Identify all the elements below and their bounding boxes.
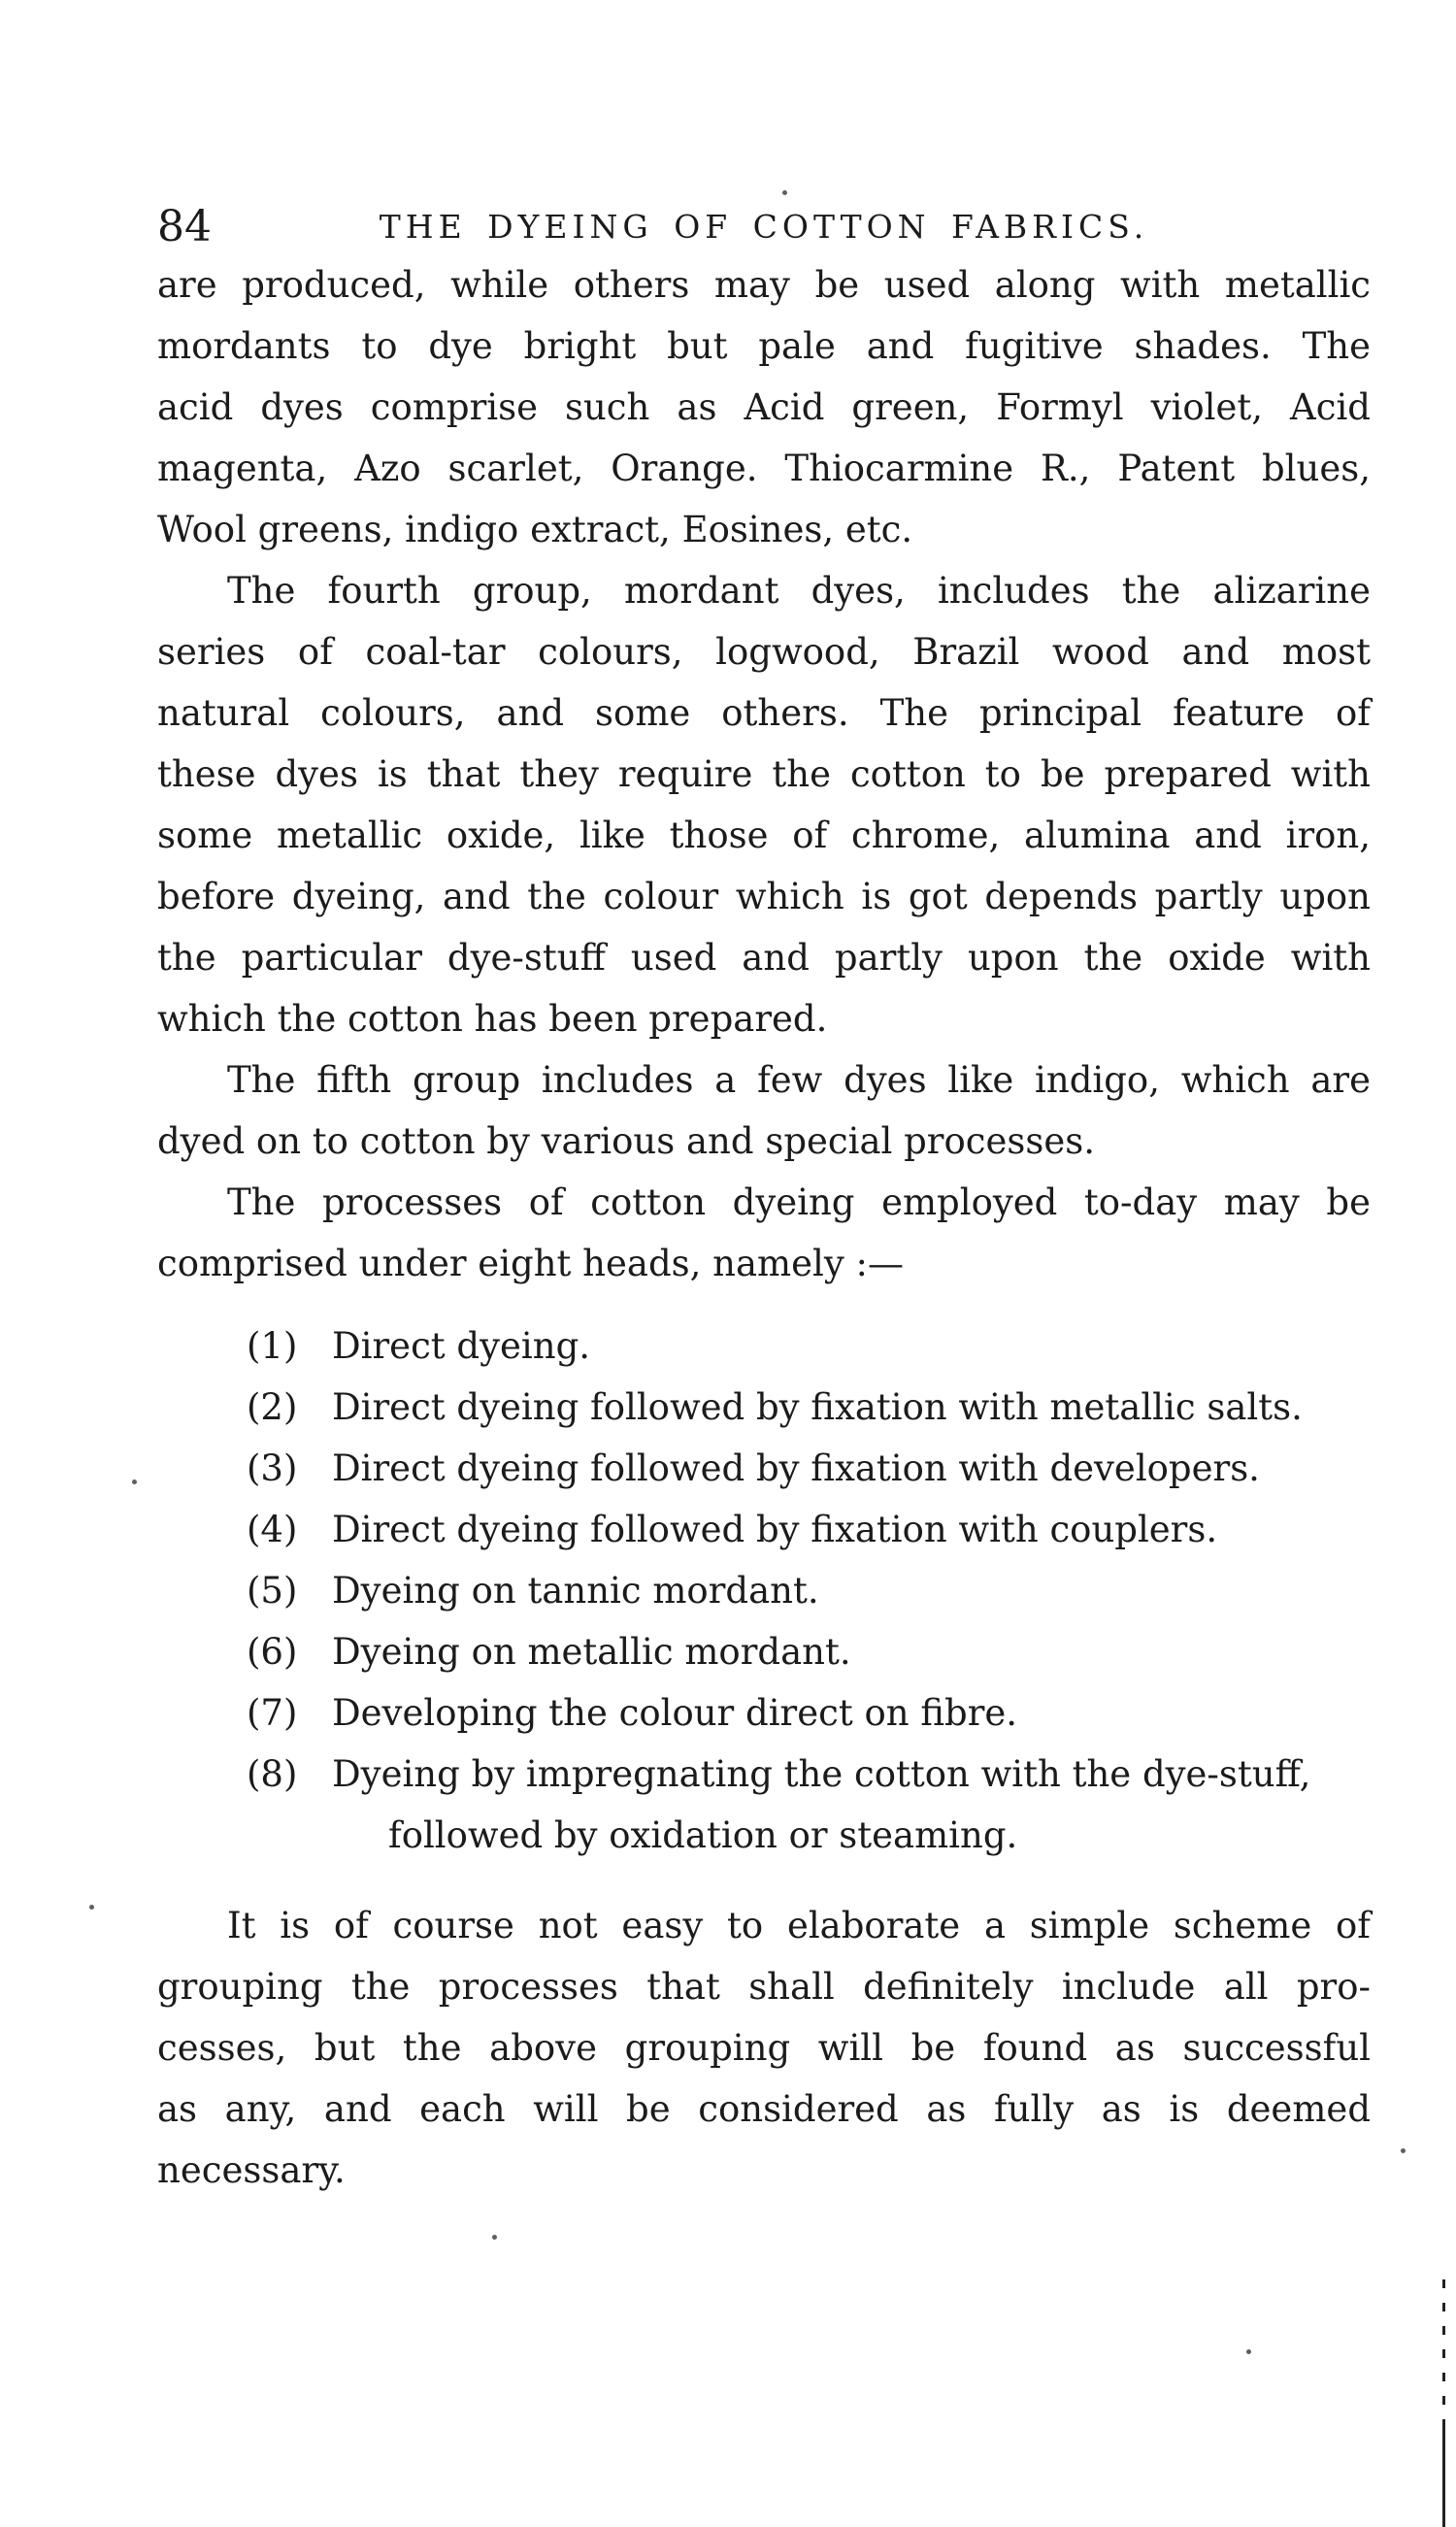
text-line: comprised under eight heads, namely :—	[157, 1243, 904, 1284]
text-line: some metallic oxide, like those of chrome, alumina and iron,	[157, 815, 1371, 856]
list-item-text: Direct dyeing followed by fixation with developers.	[332, 1447, 1260, 1489]
scan-edge-line-dashed	[1442, 2279, 1445, 2425]
paragraph	[157, 1895, 1371, 2201]
scan-speck	[1401, 2148, 1406, 2153]
text-line: It is of course not easy to elaborate a simple scheme of	[227, 1905, 1371, 1946]
paragraph	[157, 1172, 1371, 1294]
text-line: series of coal-tar colours, logwood, Brazil wood and most	[157, 631, 1371, 673]
scan-speck	[89, 1905, 94, 1910]
text-line: grouping the processes that shall definitely include all pro-	[157, 1966, 1371, 2008]
list-item-text: Direct dyeing followed by fixation with couplers.	[332, 1509, 1218, 1550]
text-line: Wool greens, indigo extract, Eosines, etc.	[157, 509, 913, 550]
list-item-number: (6)	[247, 1631, 298, 1673]
list-item-text: Dyeing on tannic mordant.	[332, 1570, 819, 1612]
list-item	[247, 1744, 1371, 1805]
text-line: mordants to dye bright but pale and fugitive shades. The	[157, 325, 1371, 367]
list-item	[247, 1438, 1371, 1499]
page-header	[157, 204, 1371, 252]
paragraph	[157, 560, 1371, 1049]
list-item-continuation: followed by oxidation or steaming.	[388, 1814, 1018, 1856]
list-item	[247, 1560, 1371, 1621]
text-line: before dyeing, and the colour which is got depends partly upon	[157, 876, 1371, 917]
text-line: The fourth group, mordant dyes, includes the alizarine	[227, 570, 1371, 612]
numbered-list	[157, 1315, 1371, 1866]
list-item	[247, 1377, 1371, 1438]
page-body	[157, 254, 1371, 2201]
list-item-number: (1)	[247, 1325, 298, 1367]
text-line: acid dyes comprise such as Acid green, Formyl violet, Acid	[157, 386, 1371, 428]
list-item-number: (4)	[247, 1509, 298, 1550]
list-item	[247, 1315, 1371, 1377]
text-line: which the cotton has been prepared.	[157, 998, 828, 1040]
text-line: are produced, while others may be used along with metallic	[157, 264, 1371, 306]
text-line: these dyes is that they require the cotton to be prepared with	[157, 753, 1371, 795]
text-line: the particular dye-stuff used and partly upon the oxide with	[157, 937, 1371, 979]
list-item	[247, 1499, 1371, 1560]
scan-edge-line-solid	[1442, 2425, 1445, 2527]
scan-speck	[782, 190, 787, 195]
text-line: necessary.	[157, 2149, 346, 2191]
list-item-text: Developing the colour direct on fibre.	[332, 1692, 1018, 1734]
list-item-number: (7)	[247, 1692, 298, 1734]
list-item-text: Direct dyeing.	[332, 1325, 591, 1367]
running-title: THE DYEING OF COTTON FABRICS.	[379, 208, 1149, 246]
list-item-number: (2)	[247, 1386, 298, 1428]
text-line: natural colours, and some others. The principal feature of	[157, 692, 1371, 734]
paragraph	[157, 254, 1371, 560]
page-number: 84	[157, 202, 212, 251]
text-line: cesses, but the above grouping will be found as successful	[157, 2027, 1371, 2069]
text-line: magenta, Azo scarlet, Orange. Thiocarmine R., Patent blues,	[157, 448, 1371, 489]
text-line: The processes of cotton dyeing employed to-day may be	[227, 1181, 1371, 1223]
list-item-number: (3)	[247, 1447, 298, 1489]
scan-speck	[132, 1480, 137, 1484]
text-line: The fifth group includes a few dyes like indigo, which are	[227, 1059, 1371, 1101]
text-line: dyed on to cotton by various and special processes.	[157, 1120, 1095, 1162]
list-item-number: (5)	[247, 1570, 298, 1612]
list-item	[247, 1621, 1371, 1682]
list-item-text: Dyeing on metallic mordant.	[332, 1631, 851, 1673]
list-item-number: (8)	[247, 1753, 298, 1795]
scan-speck	[492, 2235, 497, 2240]
list-item	[247, 1682, 1371, 1744]
text-line: as any, and each will be considered as fully as is deemed	[157, 2088, 1371, 2130]
scan-speck	[1246, 2349, 1251, 2354]
list-item-text: Direct dyeing followed by fixation with metallic salts.	[332, 1386, 1303, 1428]
paragraph	[157, 1049, 1371, 1172]
list-item-text: Dyeing by impregnating the cotton with the dye-stuff,	[332, 1753, 1311, 1795]
